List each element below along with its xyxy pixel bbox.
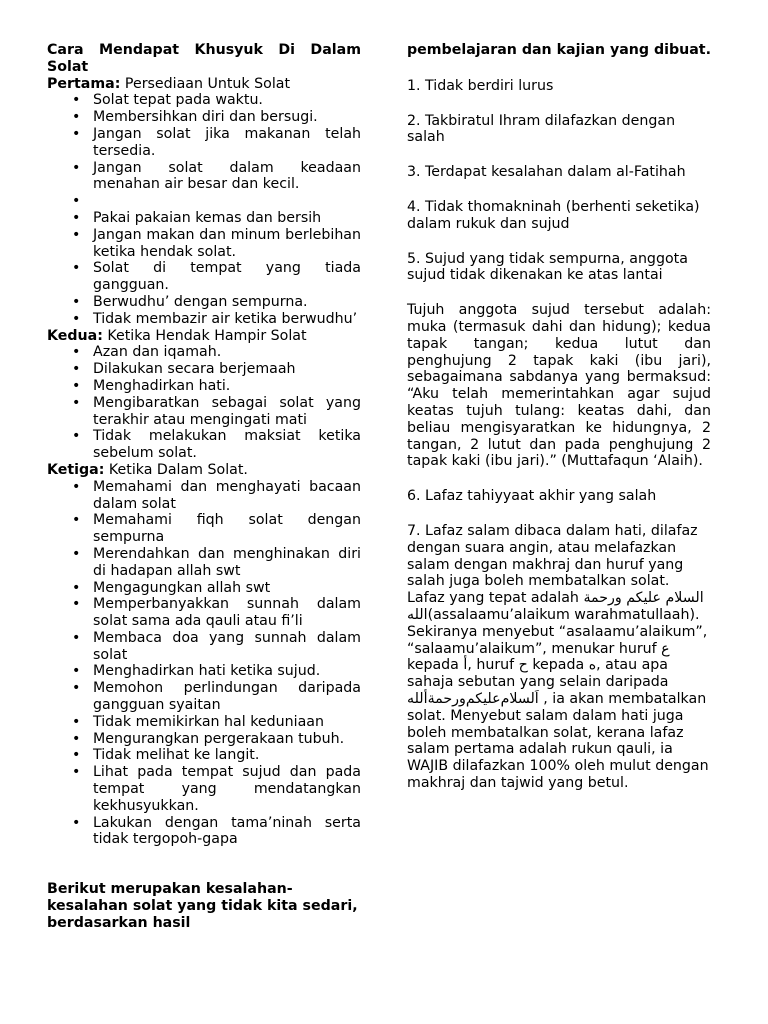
error-item-7 <box>407 523 711 792</box>
list-item: • Berwudhu’ dengan sempurna. <box>47 294 361 311</box>
list-item: • Membersihkan diri dan bersugi. <box>47 109 361 126</box>
sujud-explanation: Tujuh anggota sujud tersebut adalah: muka (termasuk dahi dan hidung); kedua tapak tangan; kedua lutut dan penghujung 2 tapak kaki (ibu jari), sebagaimana sabdanya yang bermaksud: “Aku telah memerintahkan agar sujud keatas tujuh tulang: keatas dahi, dan beliau mengisyaratkan ke hidungnya, 2 tangan, 2 lutut dan pada penghujung 2 tapak kaki (ibu jari).” (Muttafaqun ‘Alaih). <box>407 302 711 470</box>
list-item: • Mengurangkan pergerakaan tubuh. <box>47 731 361 748</box>
error-item-2: 2. Takbiratul Ihram dilafazkan dengan salah <box>407 112 676 146</box>
list-item: • Membaca doa yang sunnah dalam solat <box>47 630 361 664</box>
list-item: • Jangan solat dalam keadaan menahan air besar dan kecil. <box>47 160 361 194</box>
list-item: • Dilakukan secara berjemaah <box>47 361 361 378</box>
list-item: • Memohon perlindungan daripada gangguan syaitan <box>47 680 361 714</box>
text-run: (assalaamu’alaikum warahmatullaah). Sekiranya menyebut “asalaamu’alaikum”, “salaamu’alaikum”, menukar huruf <box>407 606 708 657</box>
closing-intro: Berikut merupakan kesalahan-kesalahan solat yang tidak kita sedari, berdasarkan hasil <box>47 881 358 931</box>
arabic-letter-ain: ع <box>661 640 670 657</box>
list-item: • Menghadirkan hati ketika sujud. <box>47 663 361 680</box>
text-run: kepada <box>407 657 464 674</box>
list-item: • Jangan solat jika makanan telah tersedia. <box>47 126 361 160</box>
list-item: • Pakai pakaian kemas dan bersih <box>47 210 361 227</box>
document-title: Cara Mendapat Khusyuk Di Dalam Solat <box>47 42 361 75</box>
intro-continuation: pembelajaran dan kajian yang dibuat. <box>407 42 711 58</box>
list-item: • Tidak melihat ke langit. <box>47 747 361 764</box>
list-item: • Menghadirkan hati. <box>47 378 361 395</box>
list-item: • Tidak memikirkan hal keduniaan <box>47 714 361 731</box>
error-item-6: 6. Lafaz tahiyyaat akhir yang salah <box>407 488 657 505</box>
arabic-letter-ha: ح <box>518 657 528 674</box>
section-heading-kedua <box>47 328 361 345</box>
list-item-empty <box>47 193 361 210</box>
list-item: • Lihat pada tempat sujud dan pada tempat yang mendatangkan kekhusyukkan. <box>47 764 361 814</box>
list-item: • Merendahkan dan menghinakan diri di hadapan allah swt <box>47 546 361 580</box>
spacer <box>47 848 361 881</box>
section-heading-text: Persediaan Untuk Solat <box>120 75 291 92</box>
section-heading-pertama <box>47 76 361 93</box>
list-item: • Tidak melakukan maksiat ketika sebelum solat. <box>47 428 361 462</box>
list-item: • Solat di tempat yang tiada gangguan. <box>47 260 361 294</box>
list-item: • Tidak membazir air ketika berwudhu’ <box>47 311 361 328</box>
error-item-5: 5. Sujud yang tidak sempurna, anggota sujud tidak dikenakan ke atas lantai <box>407 250 688 284</box>
text-run: 7. Lafaz salam dibaca dalam hati, dilafaz dengan suara angin, atau melafazkan salam dengan makhraj dan huruf yang salah juga boleh membatalkan solat. Lafaz yang tepat adalah <box>407 522 698 607</box>
text-run: , atau apa sahaja sebutan yang selain daripada <box>407 657 669 691</box>
error-item-4: 4. Tidak thomakninah (berhenti seketika) dalam rukuk dan sujud <box>407 198 700 232</box>
list-item: • Memahami dan menghayati bacaan dalam solat <box>47 479 361 513</box>
error-item-3: 3. Terdapat kesalahan dalam al-Fatihah <box>407 164 686 181</box>
section-heading-text: Ketika Dalam Solat. <box>104 461 248 478</box>
text-run: , ia akan membatalkan solat. Menyebut salam dalam hati juga boleh membatalkan solat, kerana lafaz salam pertama adalah rukun qauli, ia WAJIB dilafazkan 100% oleh mulut dengan makhraj dan tajwid yang betul. <box>407 690 709 791</box>
section-label: Pertama: <box>47 75 121 92</box>
list-item: • Memperbanyakkan sunnah dalam solat sama ada qauli atau fi’li <box>47 596 361 630</box>
list-item: • Mengibaratkan sebagai solat yang terakhir atau mengingati mati <box>47 395 361 429</box>
text-run: kepada <box>527 657 589 674</box>
list-ketiga <box>47 479 361 849</box>
list-pertama <box>47 92 361 327</box>
list-item: • Azan dan iqamah. <box>47 344 361 361</box>
list-item: • Memahami fiqh solat dengan sempurna <box>47 512 361 546</box>
arabic-salam-full: اَلسلام‌عليكم‌ورحمةألله <box>407 690 539 707</box>
section-heading-text: Ketika Hendak Hampir Solat <box>102 327 307 344</box>
right-column <box>407 42 711 792</box>
list-item: • Mengagungkan allah swt <box>47 580 361 597</box>
section-label: Ketiga: <box>47 461 105 478</box>
list-item: • Jangan makan dan minum berlebihan ketika hendak solat. <box>47 227 361 261</box>
section-heading-ketiga <box>47 462 361 479</box>
left-column <box>47 42 361 932</box>
list-item: • Solat tepat pada waktu. <box>47 92 361 109</box>
arabic-salam: السلام عليكم ورحمة الله <box>407 590 704 623</box>
arabic-letter-alif: أ <box>463 657 468 674</box>
section-label: Kedua: <box>47 327 103 344</box>
list-kedua <box>47 344 361 462</box>
text-run: , huruf <box>467 657 519 674</box>
arabic-letter-haa: ه <box>588 657 597 674</box>
list-item: • Lakukan dengan tama’ninah serta tidak tergopoh-gapa <box>47 815 361 849</box>
error-item-1: 1. Tidak berdiri lurus <box>407 77 554 94</box>
